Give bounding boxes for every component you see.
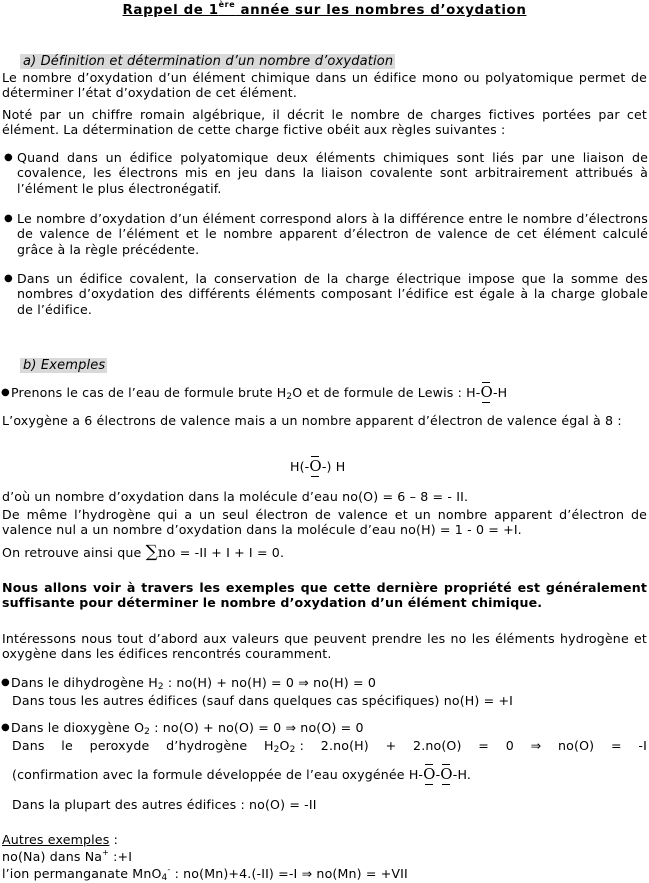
oxygen-lewis-symbol: O bbox=[440, 767, 452, 782]
bullet-icon: ● bbox=[4, 213, 13, 224]
implies-arrow-icon: ⇒ bbox=[530, 738, 542, 753]
rule-1: ● Quand dans un édifice polyatomique deux éléments chimiques sont liés par une liaison de covalence, les électrons mis en jeu dans la liaison covalente sont arbitrairement attribués à l’élément le plus électronégatif. bbox=[4, 150, 648, 196]
bold-statement: Nous allons voir à travers les exemples que cette dernière propriété est généralement suffisante pour déterminer le nombre d’oxydation d’un élément chimique. bbox=[2, 580, 647, 611]
bullet-icon: ● bbox=[4, 273, 13, 284]
dioxygen-item: ● Dans le dioxygène $O_2$ : no(O) + no(O) = 0 ⇒ no(O) = 0 bbox=[1, 720, 364, 737]
interest-text: Intéressons nous tout d’abord aux valeurs que peuvent prendre les no les éléments hydrogène et oxygène dans les édifices rencontrés couramment. bbox=[2, 631, 647, 662]
implies-arrow-icon: ⇒ bbox=[298, 675, 309, 690]
sum-symbol: ∑ bbox=[145, 542, 158, 562]
permanganate-example: l’ion permanganate MnO$_4$- : no(Mn)+4.(-II) =-I ⇒ no(Mn) = +VII bbox=[2, 865, 408, 883]
water-example: ● Prenons le cas de l’eau de formule brute $H_2O$ et de formule de Lewis : H- O-H bbox=[1, 383, 508, 402]
section-a-heading: a) Définition et détermination d’un nombre d’oxydation bbox=[2, 53, 647, 69]
sum-check: On retrouve ainsi que ∑no = -II + I + I = 0. bbox=[2, 542, 285, 562]
bullet-icon: ● bbox=[1, 677, 10, 688]
oxygen-valence-text: L’oxygène a 6 électrons de valence mais a un nombre apparent d’électron de valence égal à 8 : bbox=[2, 413, 622, 428]
sodium-example: no(Na) dans Na+ :+I bbox=[2, 848, 133, 864]
bullet-icon: ● bbox=[1, 387, 10, 398]
other-oxygen-text: Dans la plupart des autres édifices : no(O) = -II bbox=[12, 797, 317, 812]
rule-2: ● Le nombre d’oxydation d’un élément correspond alors à la différence entre le nombre d’électrons de valence de l’élément et le nombre apparent d’électron de valence de cet élément calculé grâce à la règle précédente. bbox=[4, 211, 648, 257]
peroxide-text: Dans le peroxyde d’hydrogène $H_2O_2$ : 2.no(H) + 2.no(O) = 0 ⇒ no(O) = -I bbox=[12, 738, 647, 755]
oxygen-lewis-symbol: O bbox=[480, 385, 492, 400]
hydrogen-peroxide-formula: (confirmation avec la formule développée de l’eau oxygénée H- O- O-H. bbox=[12, 767, 649, 782]
hydrogen-text: De même l’hydrogène qui a un seul électron de valence et un nombre apparent d’électron de valence nul a un nombre d’oxydation dans la molécule d’eau no(H) = 1 - 0 = +I. bbox=[2, 507, 647, 538]
section-b-heading: b) Exemples bbox=[2, 357, 647, 373]
oxygen-lewis-symbol: O bbox=[423, 767, 435, 782]
rule-3: ● Dans un édifice covalent, la conservation de la charge électrique impose que la somme des nombres d’oxydation des différents éléments composant l’édifice est égale à la charge globale de l’édifice. bbox=[4, 271, 648, 317]
other-examples-heading: Autres exemples : bbox=[2, 832, 118, 847]
bullet-icon: ● bbox=[1, 722, 10, 733]
roman-numeral-paragraph: Noté par un chiffre romain algébrique, il décrit le nombre de charges fictives portées par cet élément. La détermination de cette charge fictive obéit aux règles suivantes : bbox=[2, 107, 647, 138]
oxygen-lewis-symbol: O bbox=[309, 459, 321, 474]
implies-arrow-icon: ⇒ bbox=[285, 720, 297, 735]
water-formula: H(- O-) H bbox=[290, 459, 490, 474]
page-title: Rappel de 1ère année sur les nombres d’oxydation bbox=[122, 0, 527, 18]
water-oxidation-number: d’où un nombre d’oxydation dans la molécule d’eau no(O) = 6 – 8 = - II. bbox=[2, 489, 469, 504]
bullet-icon: ● bbox=[4, 152, 13, 163]
definition-paragraph: Le nombre d’oxydation d’un élément chimique dans un édifice mono ou polyatomique permet de déterminer l’état d’oxydation de cet élément. bbox=[2, 70, 647, 101]
dihydrogen-item: ● Dans le dihydrogène $H_2$ : no(H) + no(H) = 0 ⇒ no(H) = 0 bbox=[1, 675, 376, 692]
other-hydrogen-text: Dans tous les autres édifices (sauf dans quelques cas spécifiques) no(H) = +I bbox=[12, 693, 514, 708]
implies-arrow-icon: ⇒ bbox=[301, 866, 313, 881]
